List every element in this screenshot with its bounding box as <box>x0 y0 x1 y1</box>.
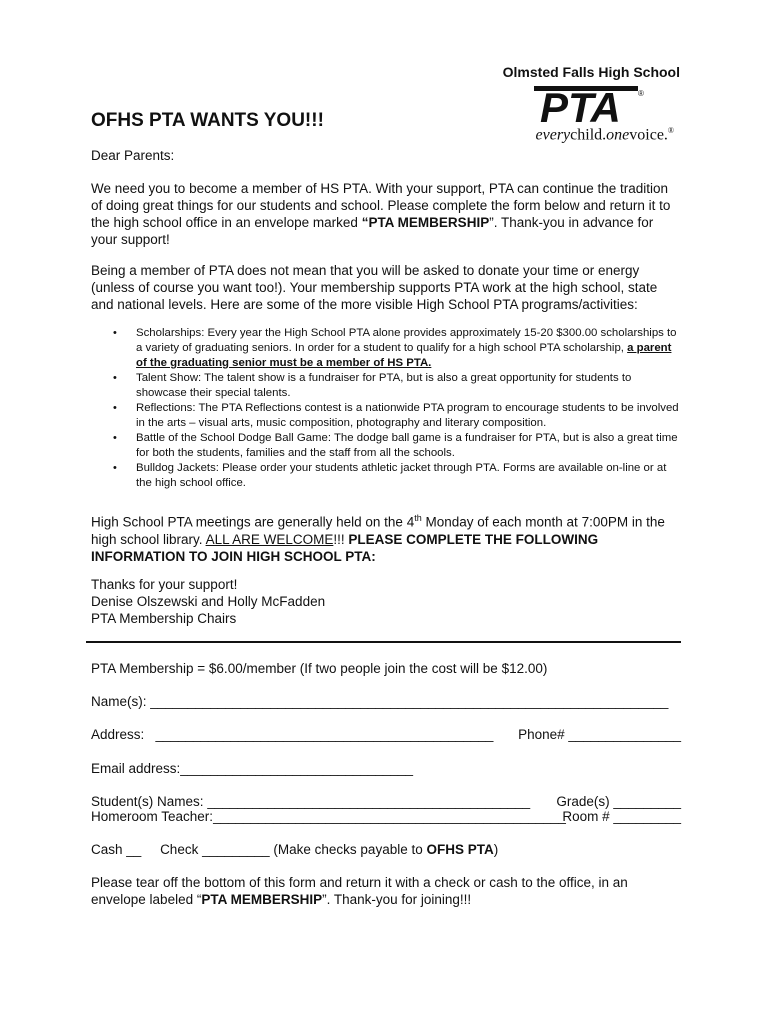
thanks-line: Thanks for your support! <box>91 577 238 592</box>
bullet-glyph: • <box>113 432 117 444</box>
pta-logo-graphic <box>534 82 674 126</box>
email-field[interactable]: _______________________________ <box>180 761 414 776</box>
tear-off-divider <box>86 641 681 643</box>
tear-text: Please tear off the bottom of this form and return it with a check or cash to the office, in an envelope labeled “ <box>91 875 628 907</box>
check-option[interactable]: Check _________ (Make checks payable to <box>160 842 427 857</box>
school-name: Olmsted Falls High School <box>502 64 680 80</box>
intro-text: We need you to become a member of HS PTA. With your support, PTA can continue the tradition of doing great things for our students and school. Please complete the form below and return it to the high school office in an envelope marked <box>91 181 671 230</box>
room-group <box>562 808 681 825</box>
welcome-exclaim: !!! <box>333 531 349 547</box>
teacher-field[interactable]: _______________________________________________ <box>213 809 566 824</box>
tagline-one: one <box>606 126 630 144</box>
name-field-row <box>91 693 681 710</box>
bullet-glyph: • <box>113 462 117 474</box>
teacher-field-row <box>91 808 681 825</box>
grade-label: Grade(s) <box>556 794 610 809</box>
page-title: OFHS PTA WANTS YOU!!! <box>91 110 324 131</box>
phone-field[interactable]: _______________ <box>568 727 681 742</box>
salutation: Dear Parents: <box>91 148 175 163</box>
tagline-mark: ® <box>667 126 674 135</box>
meetings-text: High School PTA meetings are generally held on the 4 <box>91 514 415 530</box>
email-field-row <box>91 760 681 777</box>
meetings-text-2: Monday of each month at 7:00PM in the high school library. <box>91 514 665 547</box>
teacher-label: Homeroom Teacher: <box>91 809 214 824</box>
talent-show-text: Talent Show: The talent show is a fundraiser for PTA, but is also a great opportunity for students to showcase their special talents. <box>136 372 632 399</box>
logo-registered-mark: ® <box>638 89 644 98</box>
students-label: Student(s) Names: <box>91 794 204 809</box>
tagline-every: every <box>535 126 571 144</box>
room-field[interactable]: _________ <box>613 809 681 824</box>
membership-fee: PTA Membership = $6.00/member (If two people join the cost will be $12.00) <box>91 661 548 676</box>
bullet-glyph: • <box>113 372 117 384</box>
complete-instruction: PLEASE COMPLETE THE FOLLOWING INFORMATION TO JOIN HIGH SCHOOL PTA: <box>91 531 599 564</box>
logo-letters: PTA <box>540 84 621 126</box>
pta-logo <box>534 82 674 126</box>
intro-membership-label: “PTA MEMBERSHIP <box>361 215 490 230</box>
tagline-child: child. <box>570 126 607 144</box>
room-label: Room # <box>562 809 610 824</box>
address-field-row <box>91 726 681 743</box>
reflections-text: Reflections: The PTA Reflections contest is a nationwide PTA program to encourage students to be involved in the arts – visual arts, music composition, photography and literary composition. <box>136 402 679 429</box>
grade-field[interactable]: _________ <box>613 794 681 809</box>
list-item-bulldog-jackets <box>113 461 683 491</box>
signers-line: Denise Olszewski and Holly McFadden <box>91 594 326 609</box>
address-label: Address: <box>91 727 145 742</box>
scholarships-requirement: a parent of the graduating senior must be a member of HS PTA. <box>136 342 672 369</box>
membership-paragraph: Being a member of PTA does not mean that you will be asked to donate your time or energy (unless of course you want too!). Your membership supports PTA work at the high school, state and national levels. Here are some of the more visible High School PTA programs/activities: <box>91 263 658 312</box>
cash-option[interactable]: Cash __ <box>91 842 142 857</box>
phone-label: Phone# <box>518 727 565 742</box>
list-item-dodge-ball <box>113 431 683 461</box>
list-item-reflections <box>113 401 683 431</box>
bulldog-jackets-text: Bulldog Jackets: Please order your students athletic jacket through PTA. Forms are available on-line or at the high school office. <box>136 462 667 489</box>
name-label: Name(s): <box>91 694 147 709</box>
dodge-ball-text: Battle of the School Dodge Ball Game: The dodge ball game is a fundraiser for PTA, but is also a great time for both the students, families and the staff from all the schools. <box>136 432 678 459</box>
tear-text-end: ”. Thank-you for joining!!! <box>322 892 472 907</box>
payment-row <box>91 841 681 858</box>
meetings-paragraph <box>91 510 681 565</box>
email-label: Email address: <box>91 761 181 776</box>
phone-group <box>518 726 681 743</box>
tagline-voice: voice. <box>629 126 668 144</box>
signer-title: PTA Membership Chairs <box>91 611 237 626</box>
bullet-glyph: • <box>113 402 117 414</box>
meetings-ordinal: th <box>414 513 422 523</box>
name-field[interactable]: _____________________________________________________________________ <box>150 694 669 709</box>
welcome-text: ALL ARE WELCOME <box>205 531 334 547</box>
address-field[interactable]: _____________________________________________ <box>155 727 494 742</box>
tear-off-instructions <box>91 874 681 908</box>
check-paren: ) <box>493 842 499 857</box>
bullet-glyph: • <box>113 327 117 339</box>
check-payee: OFHS PTA <box>426 842 494 857</box>
scholarships-text: Scholarships: Every year the High School PTA alone provides approximately 15-20 $300.00 scholarships to a variety of graduating seniors. In order for a student to qualify for a high school PTA scholarship, <box>136 327 677 354</box>
intro-text-end: ”. Thank-you in advance for your support! <box>91 215 654 247</box>
signature-block <box>91 576 681 627</box>
intro-paragraph <box>91 180 681 248</box>
programs-list <box>113 326 683 491</box>
list-item-scholarships <box>113 326 683 371</box>
pta-tagline <box>514 126 674 144</box>
students-field[interactable]: ___________________________________________ <box>207 794 531 809</box>
list-item-talent-show <box>113 371 683 401</box>
tear-membership-label: PTA MEMBERSHIP <box>201 892 323 907</box>
